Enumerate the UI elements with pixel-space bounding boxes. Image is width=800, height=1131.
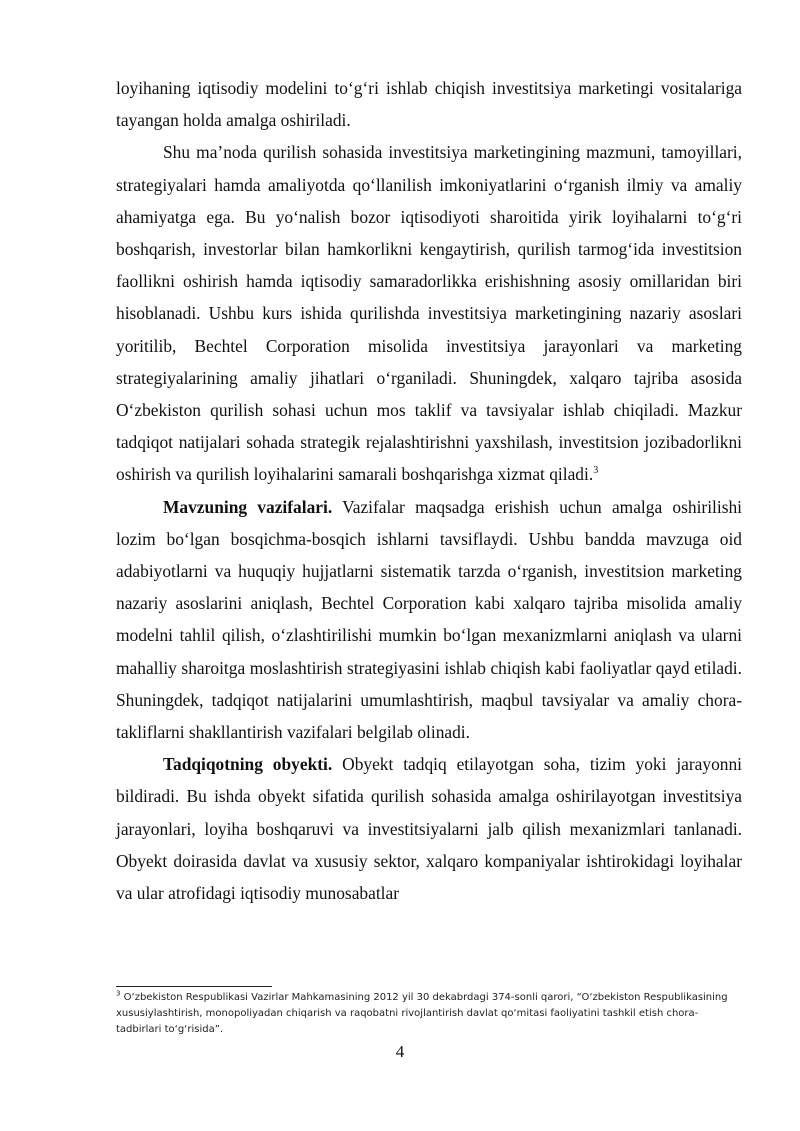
footnote-number: 3: [116, 989, 121, 998]
footnote: [116, 990, 742, 1037]
page-number: 4: [395, 1042, 405, 1061]
section-heading-object: Tadqiqotning obyekti.: [163, 754, 333, 775]
paragraph-tasks: [116, 491, 742, 749]
paragraph-introduction: [116, 136, 742, 490]
body-text: [116, 72, 742, 909]
paragraph-text: Vazifalar maqsadga erishish uchun amalga oshirilishi lozim bo‘lgan bosqichma-bosqich ishlarni tavsiflaydi. Ushbu bandda mavzuga oid adabiyotlarni va huquqiy hujjatlarni sistematik tarzda o‘rganish, investitsion marketing nazariy asoslarini aniqlash, Bechtel Corporation kabi xalqaro tajriba misolida amaliy modelni tahlil qilish, o‘zlashtirilishi mumkin bo‘lgan mexanizmlarni aniqlash va ularni mahalliy sharoitga moslashtirish strategiyasini ishlab chiqish kabi faoliyatlar qayd etiladi. Shuningdek, tadqiqot natijalarini umumlashtirish, maqbul tavsiyalar va amaliy chora-takliflarni shakllantirish vazifalari belgilab olinadi.: [116, 496, 742, 743]
paragraph-continuation: loyihaning iqtisodiy modelini to‘g‘ri ishlab chiqish investitsiya marketingi vositalariga tayangan holda amalga oshiriladi.: [116, 78, 742, 131]
paragraph-object: [116, 748, 742, 909]
paragraph-text: Shu ma’noda qurilish sohasida investitsiya marketingining mazmuni, tamoyillari, strategiyalari hamda amaliyotda qo‘llanilish imkoniyatlarini o‘rganish ilmiy va amaliy ahamiyatga ega. Bu yo‘nalish bozor iqtisodiyoti sharoitida yirik loyihalarni to‘g‘ri boshqarish, investorlar bilan hamkorlikni kengaytirish, qurilish tarmog‘ida investitsion faollikni oshirish hamda iqtisodiy samaradorlikka erishishning asosiy omillaridan biri hisoblanadi. Ushbu kurs ishida qurilishda investitsiya marketingining nazariy asoslari yoritilib, Bechtel Corporation misolida investitsiya jarayonlari va marketing strategiyalarining amaliy jihatlari o‘rganiladi. Shuningdek, xalqaro tajriba asosida O‘zbekiston qurilish sohasi uchun mos taklif va tavsiyalar ishlab chiqiladi. Mazkur tadqiqot natijalari sohada strategik rejalashtirishni yaxshilash, investitsion jozibadorlikni oshirish va qurilish loyihalarini samarali boshqarishga xizmat qiladi.: [116, 142, 742, 485]
footnote-reference[interactable]: 3: [593, 465, 599, 477]
footnote-text: O‘zbekiston Respublikasi Vazirlar Mahkamasining 2012 yil 30 dekabrdagi 374-sonli qarori, “O‘zbekiston Respublikasining xususiylashtirish, monopoliyadan chiqarish va raqobatni rivojlantirish davlat qo‘mitasi faoliyatini tashkil etish chora-tadbirlari to‘g‘risida”.: [116, 992, 728, 1035]
section-heading-tasks: Mavzuning vazifalari.: [163, 496, 333, 517]
footnote-separator: [116, 986, 272, 987]
paragraph-text: Obyekt tadqiq etilayotgan soha, tizim yoki jarayonni bildiradi. Bu ishda obyekt sifatida qurilish sohasida amalga oshirilayotgan investitsiya jarayonlari, loyiha boshqaruvi va investitsiyalarni jalb qilish mexanizmlari tanlanadi. Obyekt doirasida davlat va xususiy sektor, xalqaro kompaniyalar ishtirokidagi loyihalar va ular atrofidagi iqtisodiy munosabatlar: [116, 754, 742, 904]
